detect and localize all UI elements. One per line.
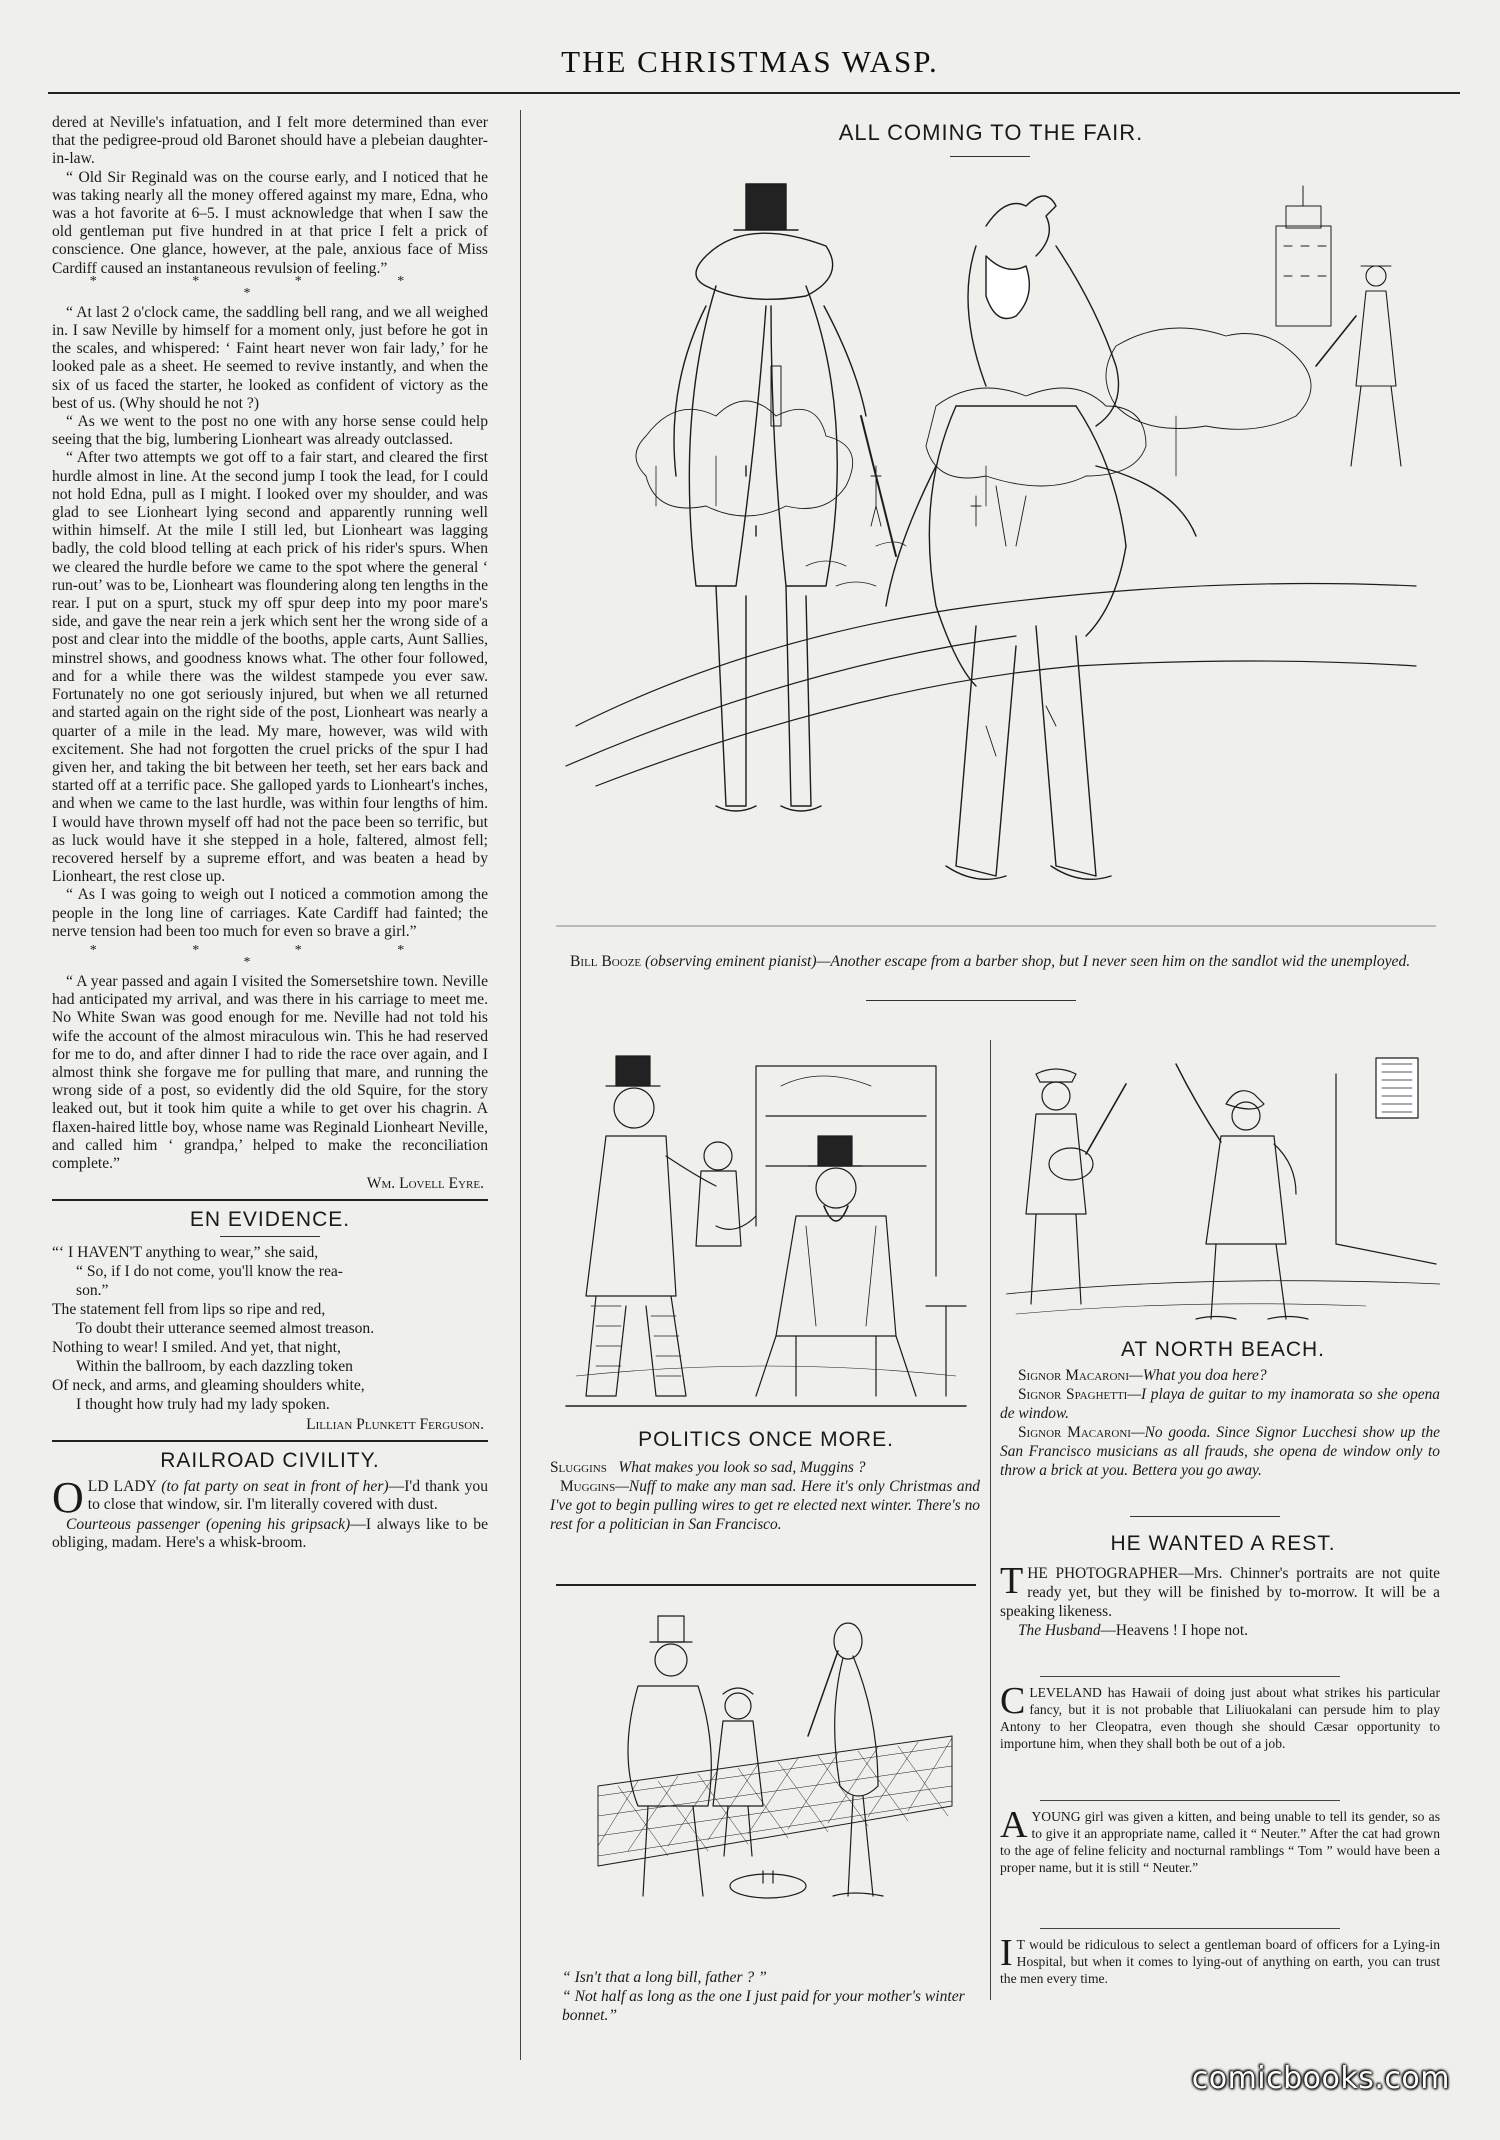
politics-title: POLITICS ONCE MORE.	[638, 1428, 894, 1451]
dialogue-line	[1000, 1366, 1440, 1385]
speaker-label: Muggins	[560, 1478, 616, 1495]
speaker-label: The Husband	[1018, 1622, 1101, 1639]
item-text: YOUNG girl was given a kitten, and being unable to tell its gender, so as to give it an appropriate name, called it “ Neuter.” After the cat had grown to the age of feline felicity and nocturnal ramblings “ Tom ” would have been a proper name, but it is still “ Neuter.”	[1000, 1809, 1440, 1875]
dialogue-text: —Nuff to make any man sad. Here it's only Christmas and I've got to begin pulling wires to get re elected next winter. There's no rest for a politician in San Francisco.	[550, 1478, 980, 1533]
title-rule	[1130, 1516, 1280, 1517]
speaker-label: Signor Macaroni	[1018, 1367, 1130, 1384]
north-beach-title: AT NORTH BEACH.	[1120, 1338, 1326, 1361]
dialogue-line	[550, 1477, 980, 1534]
dialogue-line	[1000, 1385, 1440, 1423]
north-beach-dialogue	[1000, 1366, 1440, 1480]
story-paragraph: “ After two attempts we got off to a fair start, and cleared the first hurdle almost in line. At the second jump I took the lead, for I could not hold Edna, pull as I might. I looked over my shoulder, and was glad to see Lionheart lying second and apparently running well within himself. At the mile I still led, but Lionheart was lagging badly, the cold blood telling at each prick of his rider's spurs. When we cleared the hurdle before we came to the spot where the general ‘ run-out’ was to be, Lionheart was floundering along ten lengths in the rear. I put on a spurt, stuck my off spur deep into my poor mare's side, and gave the near rein a jerk which sent her the wrong side of a post and clear into the middle of the booths, apple carts, Aunt Sallies, minstrel shows, and goodness knows what. The other four followed, and for a while there was the wildest stampede you ever saw. Fortunately no one got seriously injured, but when we all returned and started again on the right side of the post, Lionheart was nearly a quarter of a mile in the lead. My mare, however, was wild with excitement. She had not forgotten the cruel pricks of the spur I had given her, and taking the bit between her teeth, set her ears back and started off at a terrific pace. She galloped yards to Lionheart's inches, and when we came to the last hurdle, was within four lengths of him. I would have thrown myself off had not the pace been so terrific, but as luck would have it she stepped in a hole, faltered, almost fell; recovered herself by a supreme effort, and was beaten a head by Lionheart, the rest close up.	[52, 449, 488, 886]
poem-line: “‘ I HAVEN'T anything to wear,” she said,	[52, 1243, 319, 1261]
stage-direction: (opening his gripsack)	[205, 1515, 351, 1533]
poem-line: Within the ballroom, by each dazzling token	[76, 1357, 353, 1375]
column-divider-right	[990, 1040, 991, 2000]
railroad-paragraph	[52, 1472, 488, 1522]
watermark: comicbooks.com	[1191, 2061, 1450, 2096]
poem-line: I thought how truly had my lady spoken.	[76, 1395, 330, 1413]
railroad-paragraph	[52, 1516, 488, 1552]
en-evidence-poem	[52, 1243, 488, 1414]
poem-line: Of neck, and arms, and gleaming shoulders white,	[52, 1376, 365, 1394]
section-rule	[52, 1440, 488, 1442]
story-signature: Wm. Lovell Eyre.	[366, 1175, 484, 1193]
poem-line: son.”	[76, 1281, 109, 1299]
story-paragraph: “ At last 2 o'clock came, the saddling bell rang, and we all weighed in. I saw Neville by himself for a moment only, just before he got in the scales, and whispered: ‘ Faint heart never won fair lady,’ for he looked pale as a sheet. He seemed to revive instantly, and when the six of us faced the starter, he looked as confident of victory as the best of us. (Why should he not ?)	[52, 303, 488, 412]
poem-line: To doubt their utterance seemed almost treason.	[76, 1319, 375, 1337]
story-paragraph: “ A year passed and again I visited the Somersetshire town. Neville had anticipated my arrival, and was there in his carriage to meet me. No White Swan was good enough for me. Neville had not told his wife the account of the almost miraculous win. This he had reserved for me to do, and after dinner I had to ride the race over again, and I almost think she forgave me for pulling that mare, and running the wrong side of a post, so evidently did the old Squire, for the story leaked out, but it took him quite a while to get over his chagrin. A flaxen-haired little boy, whose name was Reginald Lionheart Neville, and called him ‘ grandpa,’ helped to make the reconciliation complete.”	[52, 972, 488, 1172]
dialogue-text: —I'd thank you to close that window, sir. I'm literally covered with dust.	[87, 1477, 488, 1514]
item-paragraph	[1000, 1680, 1440, 1752]
fair-title: ALL COMING TO THE FAIR.	[838, 120, 1144, 145]
story-paragraph: “ As I was going to weigh out I noticed a commotion among the people in the long line of carriages. Kate Cardiff had fainted; the nerve tension had been too much for even so brave a girl.”	[52, 886, 488, 940]
left-column	[52, 114, 488, 1552]
speaker-label: Bill Booze	[570, 953, 642, 970]
dropcap: A	[1000, 1804, 1028, 1846]
dialogue-text: —I always like to be obliging, madam. Here's a whisk-broom.	[52, 1515, 488, 1552]
dialogue-line	[550, 1458, 980, 1477]
poem-line: “ So, if I do not come, you'll know the rea-	[76, 1262, 343, 1280]
dropcap: C	[1000, 1680, 1026, 1722]
dialogue-text: —Heavens ! I hope not.	[1100, 1622, 1248, 1639]
politics-dialogue	[550, 1458, 980, 1534]
item-paragraph	[1000, 1932, 1440, 1987]
item-paragraph	[1000, 1804, 1440, 1876]
section-stars: * * * * *	[89, 273, 451, 301]
item-rule	[1040, 1800, 1340, 1801]
caption-rule	[866, 1000, 1076, 1001]
dialogue-line	[1000, 1423, 1440, 1480]
dialogue-text: —Mrs. Chinner's portraits are not quite ready yet, but they will be finished by to-morrow. It will be a speaking likeness.	[1000, 1565, 1441, 1620]
section-rule	[52, 1199, 488, 1201]
dropcap: T	[1000, 1560, 1024, 1602]
rest-title: HE WANTED A REST.	[1110, 1532, 1336, 1555]
speaker-label: LD LADY	[87, 1477, 157, 1495]
item-rule	[1040, 1928, 1340, 1929]
politics-illustration	[556, 1046, 976, 1446]
stork-illustration	[578, 1596, 972, 1926]
caption-line: “ Isn't that a long bill, father ? ”	[562, 1969, 767, 1986]
section-stars: * * * * *	[89, 942, 451, 970]
caption-line: “ Not half as long as the one I just paid for your mother's winter bonnet.”	[562, 1988, 965, 2024]
dialogue-text: What makes you look so sad, Muggins ?	[618, 1459, 866, 1476]
dropcap: O	[52, 1472, 84, 1522]
caption-text: (observing eminent pianist)—Another escape from a barber shop, but I never seen him on the sandlot wid the unemployed.	[645, 953, 1411, 970]
stage-direction: (to fat party on seat in front of her)	[161, 1477, 389, 1495]
title-rule	[220, 1236, 320, 1237]
story-paragraph: dered at Neville's infatuation, and I felt more determined than ever that the pedigree-proud old Baronet should have a plebeian daughter-in-law.	[52, 114, 488, 168]
stork-caption	[538, 1968, 978, 2025]
rest-dialogue	[1000, 1560, 1441, 1640]
item-text: T would be ridiculous to select a gentleman board of officers for a Lying-in Hospital, but when it comes to lying-out of anything on earth, you can trust the men every time.	[1000, 1937, 1440, 1986]
dialogue-text: —I playa de guitar to my inamorata so she opena de window.	[1000, 1386, 1440, 1422]
dialogue-line	[1000, 1621, 1440, 1640]
poem-author: Lillian Plunkett Ferguson.	[306, 1415, 484, 1433]
en-evidence-title: EN EVIDENCE.	[189, 1208, 351, 1232]
railroad-title: RAILROAD CIVILITY.	[160, 1448, 380, 1472]
speaker-label: Courteous passenger	[66, 1515, 201, 1533]
story-paragraph: “ Old Sir Reginald was on the course early, and I noticed that he was taking nearly all the money offered against my mare, Edna, who was a hot favorite at 6–5. I must acknowledge that when I saw the old gentleman put five hundred in at that price I felt a prick of conscience. One glance, however, at the pale, anxious face of Miss Cardiff caused an instantaneous revulsion of feeling.”	[52, 168, 488, 277]
masthead-rule	[48, 92, 1460, 94]
masthead-title: THE CHRISTMAS WASP.	[561, 44, 939, 79]
speaker-label: Signor Macaroni	[1018, 1424, 1131, 1441]
column-divider-left	[520, 110, 521, 2060]
item-text: LEVELAND has Hawaii of doing just about what strikes his particular fancy, but it is not probable that Liliuokalani can persude him to play Antony to her Cleopatra, even though she should Cæsar opportunity to importune him, when they shall both be out of a job.	[1000, 1685, 1440, 1751]
item-rule	[1040, 1676, 1340, 1677]
fair-caption	[556, 952, 1436, 972]
title-rule	[950, 156, 1030, 157]
poem-line: The statement fell from lips so ripe and red,	[52, 1300, 326, 1318]
story-paragraph: “ As we went to the post no one with any horse sense could help seeing that the big, lumbering Lionheart was already outclassed.	[52, 413, 488, 449]
speaker-label: Signor Spaghetti	[1018, 1386, 1128, 1403]
dialogue-text: —No gooda. Since Signor Lucchesi show up the San Francisco musicians as all frauds, she opena de window only to throw a brick at you. Bettera you go away.	[1000, 1424, 1440, 1479]
dialogue-text: —What you doa here?	[1129, 1367, 1267, 1384]
dialogue-line	[1000, 1560, 1441, 1621]
section-rule	[556, 1584, 976, 1586]
dropcap: I	[1000, 1932, 1013, 1974]
poem-line: Nothing to wear! I smiled. And yet, that night,	[52, 1338, 341, 1356]
fair-illustration	[556, 166, 1436, 946]
speaker-label: Sluggins	[550, 1459, 607, 1476]
speaker-label: HE PHOTOGRAPHER	[1027, 1565, 1179, 1582]
north-beach-illustration	[1006, 1044, 1440, 1338]
